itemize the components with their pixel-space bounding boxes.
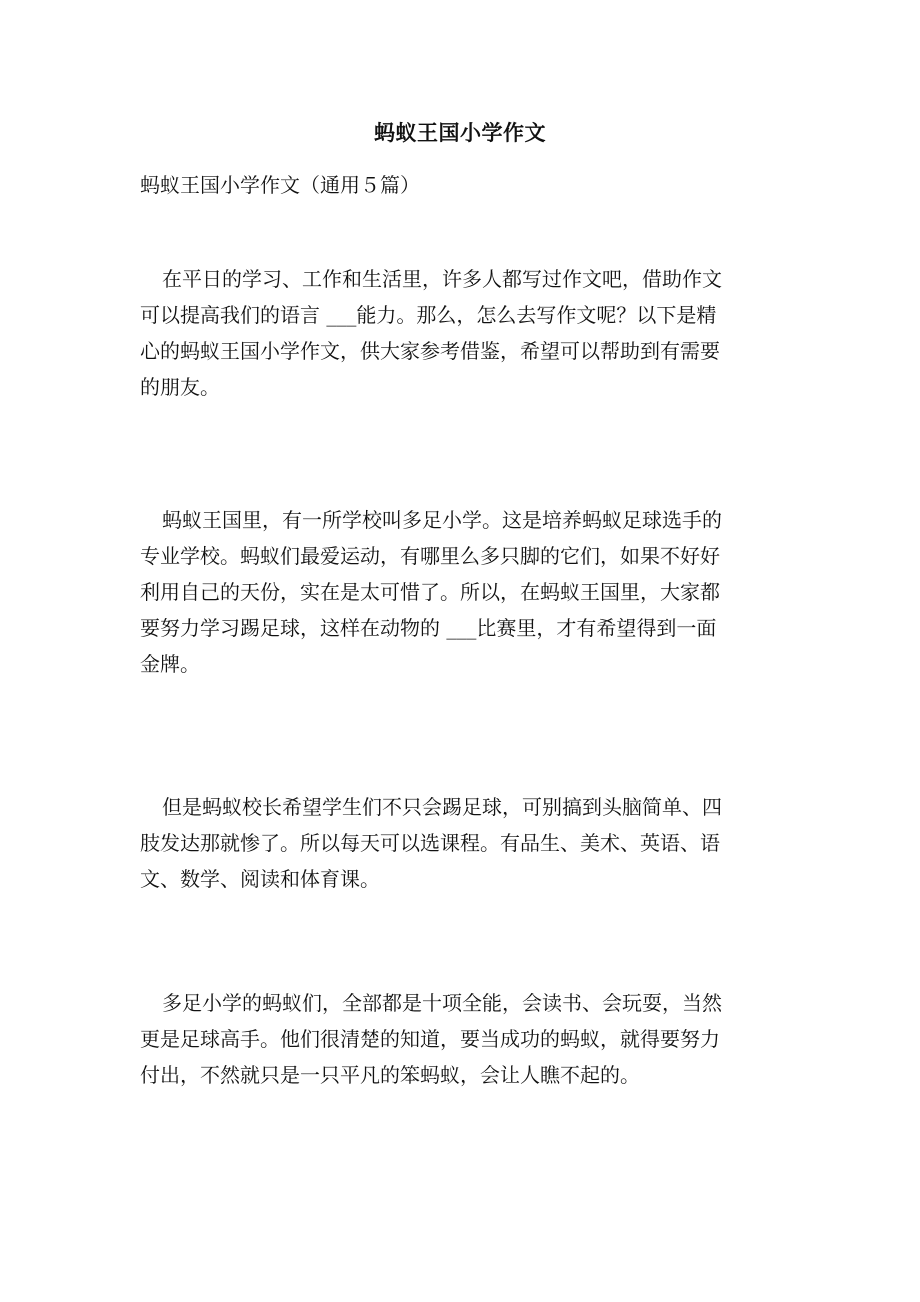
- paragraph-line: 金牌。: [140, 652, 200, 676]
- paragraph-line: 文、数学、阅读和体育课。: [140, 867, 380, 891]
- document-title: 蚂蚁王国小学作文: [374, 120, 546, 145]
- paragraph-intro: [140, 261, 772, 405]
- document-subtitle: 蚂蚁王国小学作文（通用５篇）: [140, 173, 420, 197]
- paragraph-all-round: [140, 985, 772, 1093]
- paragraph-school: [140, 502, 772, 682]
- paragraph-line: 蚂蚁王国里，有一所学校叫多足小学。这是培养蚂蚁足球选手的: [162, 508, 722, 532]
- paragraph-line: 但是蚂蚁校长希望学生们不只会踢足球，可别搞到头脑简单、四: [162, 795, 722, 819]
- paragraph-line: 专业学校。蚂蚁们最爱运动，有哪里么多只脚的它们，如果不好好: [140, 544, 720, 568]
- paragraph-line: 心的蚂蚁王国小学作文，供大家参考借鉴，希望可以帮助到有需要: [140, 339, 720, 363]
- paragraph-line: 的朋友。: [140, 375, 220, 399]
- paragraph-line: 要努力学习踢足球，这样在动物的 ___比赛里，才有希望得到一面: [140, 616, 717, 640]
- paragraph-line: 更是足球高手。他们很清楚的知道，要当成功的蚂蚁，就得要努力: [140, 1027, 720, 1051]
- paragraph-line: 在平日的学习、工作和生活里，许多人都写过作文吧，借助作文: [162, 267, 722, 291]
- paragraph-line: 多足小学的蚂蚁们，全部都是十项全能，会读书、会玩耍，当然: [162, 991, 722, 1015]
- paragraph-courses: [140, 789, 772, 897]
- paragraph-line: 利用自己的天份，实在是太可惜了。所以，在蚂蚁王国里，大家都: [140, 580, 720, 604]
- paragraph-line: 肢发达那就惨了。所以每天可以选课程。有品生、美术、英语、语: [140, 831, 720, 855]
- paragraph-line: 付出，不然就只是一只平凡的笨蚂蚁，会让人瞧不起的。: [140, 1063, 640, 1087]
- paragraph-line: 可以提高我们的语言 ___能力。那么，怎么去写作文呢？以下是精: [140, 303, 717, 327]
